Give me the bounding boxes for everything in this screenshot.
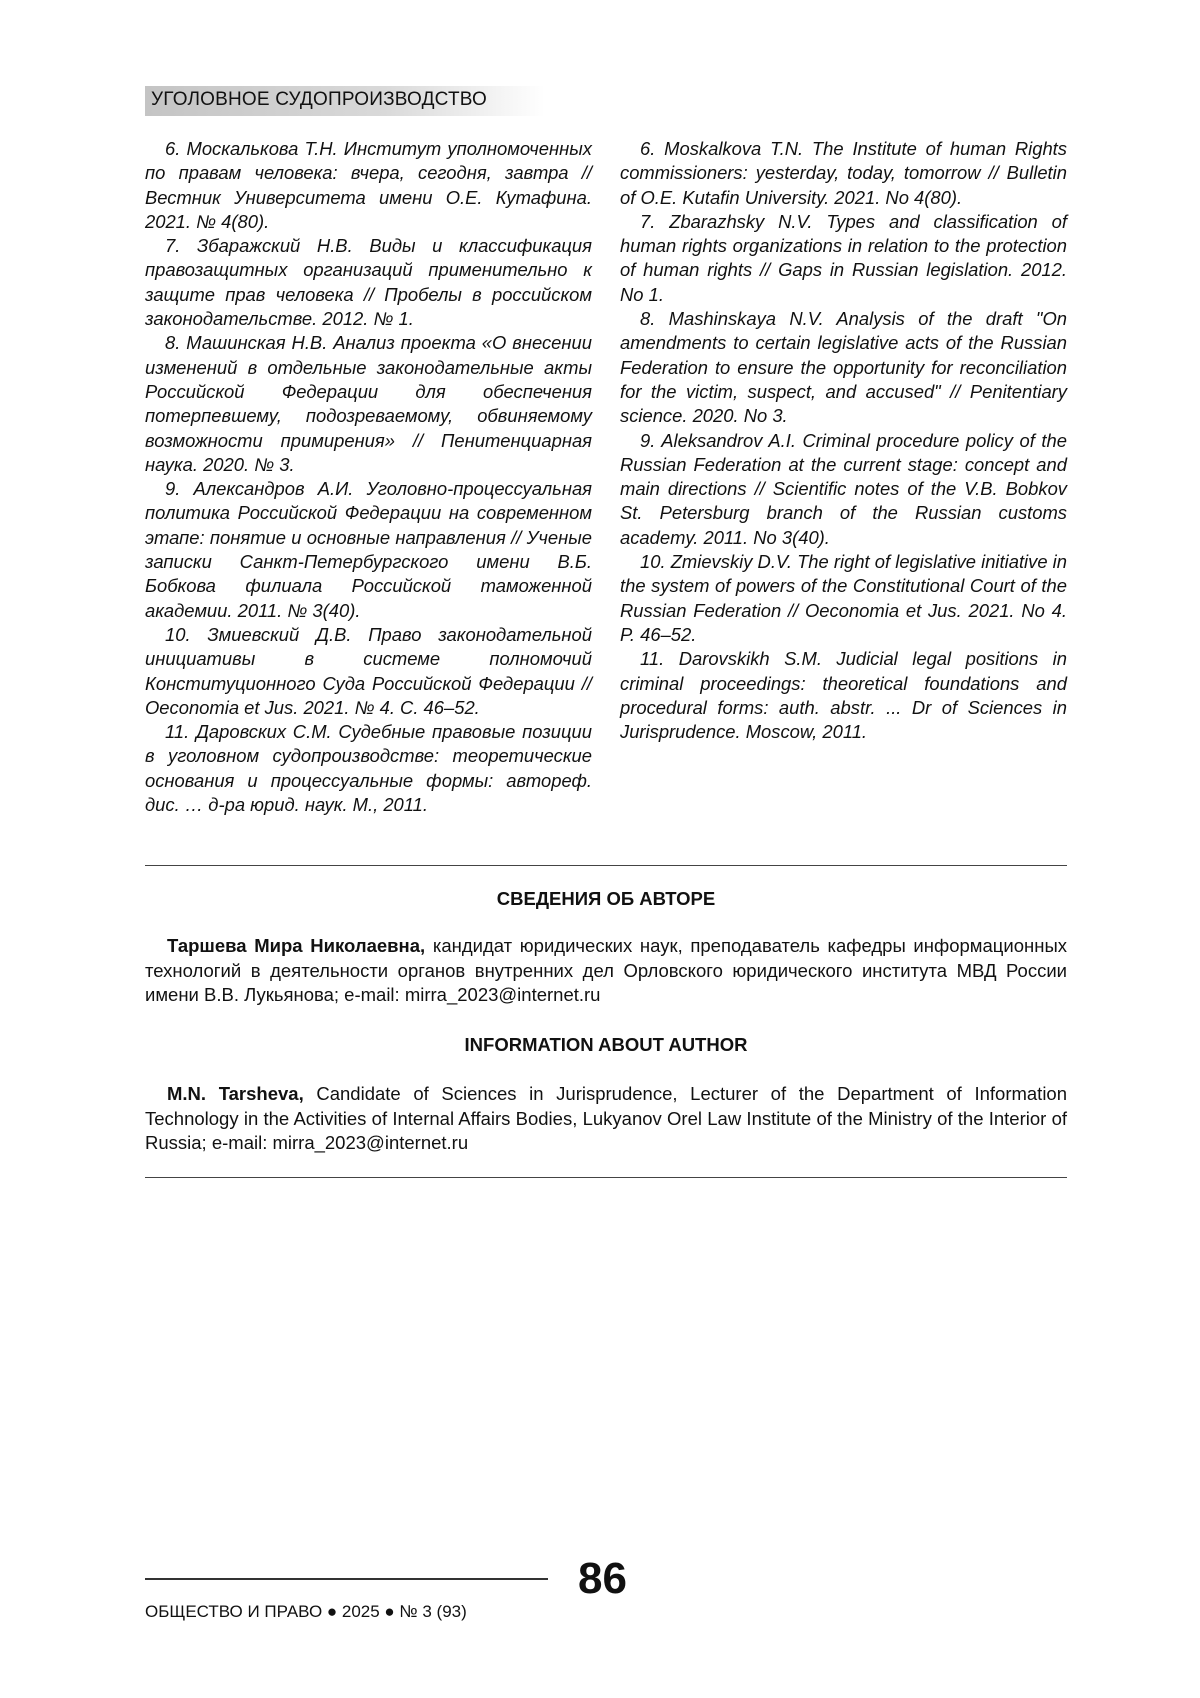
- reference-item: 7. Збаражский Н.В. Виды и классификация правозащитных организаций применительно к защите прав человека // Пробелы в российском законодательстве. 2012. № 1.: [145, 234, 592, 331]
- reference-item: 9. Aleksandrov A.I. Criminal procedure policy of the Russian Federation at the current stage: concept and main directions // Scientific notes of the V.B. Bobkov St. Petersburg branch of the Russian customs academy. 2011. No 3(40).: [620, 429, 1067, 550]
- author-info-ru: [145, 934, 1067, 1008]
- reference-item: 10. Zmievskiy D.V. The right of legislative initiative in the system of powers of the Constitutional Court of the Russian Federation // Oeconomia et Jus. 2021. No 4. P. 46–52.: [620, 550, 1067, 647]
- author-info-heading-ru: СВЕДЕНИЯ ОБ АВТОРЕ: [145, 888, 1067, 910]
- section-title: УГОЛОВНОЕ СУДОПРОИЗВОДСТВО: [145, 86, 545, 116]
- reference-item: 11. Darovskikh S.M. Judicial legal positions in criminal proceedings: theoretical foundations and procedural forms: auth. abstr. ... Dr of Sciences in Jurisprudence. Moscow, 2011.: [620, 647, 1067, 744]
- author-info-heading-en: INFORMATION ABOUT AUTHOR: [145, 1034, 1067, 1056]
- divider-top: [145, 865, 1067, 866]
- references-russian: [145, 137, 592, 817]
- author-name-ru: Таршева Мира Николаевна,: [167, 935, 425, 956]
- reference-item: 8. Mashinskaya N.V. Analysis of the draft "On amendments to certain legislative acts of the Russian Federation to ensure the opportunity for reconciliation for the victim, suspect, and accused" // Penitentiary science. 2020. No 3.: [620, 307, 1067, 428]
- author-name-en: M.N. Tarsheva,: [167, 1083, 304, 1104]
- author-info-en: [145, 1082, 1067, 1156]
- reference-item: 7. Zbarazhsky N.V. Types and classification of human rights organizations in relation to the protection of human rights // Gaps in Russian legislation. 2012. No 1.: [620, 210, 1067, 307]
- reference-item: 6. Moskalkova T.N. The Institute of human Rights commissioners: yesterday, today, tomorrow // Bulletin of O.E. Kutafin University. 2021. No 4(80).: [620, 137, 1067, 210]
- reference-item: 6. Москалькова Т.Н. Институт уполномоченных по правам человека: вчера, сегодня, завтра // Вестник Университета имени О.Е. Кутафина. 2021. № 4(80).: [145, 137, 592, 234]
- footer-rule: [145, 1578, 548, 1580]
- author-details-ru: кандидат юридических наук, преподаватель кафедры информационных технологий в деятельности органов внутренних дел Орловского юридического института МВД России имени В.В. Лукьянова; e-mail: mirra_2023@internet.ru: [145, 935, 1067, 1005]
- references-english: [620, 137, 1067, 744]
- divider-bottom: [145, 1177, 1067, 1178]
- journal-info: ОБЩЕСТВО И ПРАВО ● 2025 ● № 3 (93): [145, 1602, 467, 1622]
- page-number: 86: [578, 1557, 627, 1601]
- reference-item: 11. Даровских С.М. Судебные правовые позиции в уголовном судопроизводстве: теоретические основания и процессуальные формы: автореф. дис. … д-ра юрид. наук. М., 2011.: [145, 720, 592, 817]
- reference-item: 9. Александров А.И. Уголовно-процессуальная политика Российской Федерации на современном этапе: понятие и основные направления // Ученые записки Санкт-Петербургского имени В.Б. Бобкова филиала Российской таможенной академии. 2011. № 3(40).: [145, 477, 592, 623]
- author-details-en: Candidate of Sciences in Jurisprudence, Lecturer of the Department of Information Technology in the Activities of Internal Affairs Bodies, Lukyanov Orel Law Institute of the Ministry of the Interior of Russia; e-mail: mirra_2023@internet.ru: [145, 1083, 1067, 1153]
- reference-item: 10. Змиевский Д.В. Право законодательной инициативы в системе полномочий Конституционного Суда Российской Федерации // Oeconomia et Jus. 2021. № 4. С. 46–52.: [145, 623, 592, 720]
- reference-item: 8. Машинская Н.В. Анализ проекта «О внесении изменений в отдельные законодательные акты Российской Федерации для обеспечения потерпевшему, подозреваемому, обвиняемому возможности примирения» // Пенитенциарная наука. 2020. № 3.: [145, 331, 592, 477]
